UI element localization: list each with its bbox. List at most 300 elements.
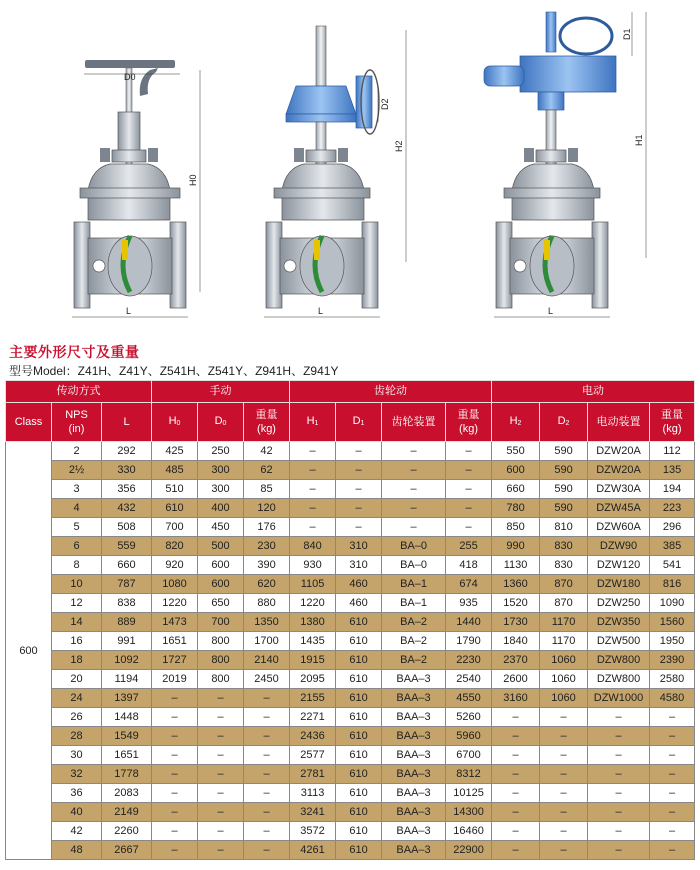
cell-manual-weight: –: [244, 784, 290, 803]
cell-d0: 800: [198, 632, 244, 651]
cell-h2: –: [492, 841, 540, 860]
cell-h0: –: [152, 765, 198, 784]
cell-l: 2149: [102, 803, 152, 822]
cell-h2: –: [492, 803, 540, 822]
cell-d1: 610: [336, 784, 382, 803]
cell-nps: 6: [52, 537, 102, 556]
cell-gear-weight: –: [446, 442, 492, 461]
col-d2: $D_2$: [540, 403, 588, 442]
col-electric-device: 电动装置: [588, 403, 650, 442]
cell-h0: 1651: [152, 632, 198, 651]
cell-l: 2260: [102, 822, 152, 841]
cell-h1: 930: [290, 556, 336, 575]
cell-nps: 48: [52, 841, 102, 860]
cell-electric-device: DZW90: [588, 537, 650, 556]
manual-valve-drawing: [72, 60, 200, 317]
cell-h0: 820: [152, 537, 198, 556]
cell-d0: 600: [198, 556, 244, 575]
cell-d0: 800: [198, 670, 244, 689]
cell-nps: 10: [52, 575, 102, 594]
table-row: [6, 651, 695, 670]
cell-h1: –: [290, 461, 336, 480]
cell-electric-weight: 112: [650, 442, 695, 461]
cell-h0: 1473: [152, 613, 198, 632]
table-row: [6, 784, 695, 803]
cell-h2: 1360: [492, 575, 540, 594]
cell-electric-device: DZW60A: [588, 518, 650, 537]
cell-gear-weight: 2230: [446, 651, 492, 670]
table-row: [6, 499, 695, 518]
cell-d1: 460: [336, 575, 382, 594]
cell-electric-device: DZW45A: [588, 499, 650, 518]
cell-d0: 650: [198, 594, 244, 613]
cell-nps: 36: [52, 784, 102, 803]
cell-h1: 2577: [290, 746, 336, 765]
col-l: L: [102, 403, 152, 442]
cell-gear-weight: 16460: [446, 822, 492, 841]
cell-gear-device: BA–2: [382, 632, 446, 651]
cell-h1: –: [290, 480, 336, 499]
dim-l-2: L: [318, 306, 324, 316]
cell-electric-device: DZW20A: [588, 442, 650, 461]
cell-d2: 1170: [540, 632, 588, 651]
cell-gear-device: BAA–3: [382, 670, 446, 689]
cell-d0: 600: [198, 575, 244, 594]
cell-gear-weight: 2540: [446, 670, 492, 689]
cell-nps: 30: [52, 746, 102, 765]
col-h1: $H_1$: [290, 403, 336, 442]
cell-gear-device: –: [382, 499, 446, 518]
cell-l: 1194: [102, 670, 152, 689]
cell-manual-weight: 42: [244, 442, 290, 461]
cell-electric-weight: –: [650, 841, 695, 860]
cell-h0: –: [152, 727, 198, 746]
dim-h0: H0: [188, 174, 198, 186]
cell-gear-weight: –: [446, 518, 492, 537]
cell-nps: 14: [52, 613, 102, 632]
table-row: [6, 746, 695, 765]
valve-drawings: [0, 0, 700, 335]
cell-gear-weight: 674: [446, 575, 492, 594]
group-gear: 齿轮动: [290, 381, 492, 403]
cell-gear-weight: 1440: [446, 613, 492, 632]
cell-electric-device: DZW120: [588, 556, 650, 575]
cell-d1: 610: [336, 651, 382, 670]
dim-d0: D0: [124, 72, 136, 82]
dim-l-3: L: [548, 306, 554, 316]
cell-h0: 2019: [152, 670, 198, 689]
cell-gear-device: BA–0: [382, 556, 446, 575]
cell-gear-weight: –: [446, 461, 492, 480]
table-row: [6, 613, 695, 632]
cell-h2: 660: [492, 480, 540, 499]
cell-nps: 12: [52, 594, 102, 613]
cell-gear-weight: 4550: [446, 689, 492, 708]
cell-manual-weight: –: [244, 708, 290, 727]
cell-d2: –: [540, 822, 588, 841]
cell-h1: 3572: [290, 822, 336, 841]
cell-d1: 610: [336, 803, 382, 822]
table-row: [6, 575, 695, 594]
cell-electric-device: DZW500: [588, 632, 650, 651]
cell-d2: 1060: [540, 651, 588, 670]
cell-gear-device: BA–0: [382, 537, 446, 556]
cell-h2: 850: [492, 518, 540, 537]
cell-h1: 2436: [290, 727, 336, 746]
cell-nps: 18: [52, 651, 102, 670]
cell-l: 660: [102, 556, 152, 575]
cell-electric-weight: 223: [650, 499, 695, 518]
cell-electric-device: –: [588, 822, 650, 841]
cell-electric-weight: –: [650, 803, 695, 822]
cell-d1: 610: [336, 822, 382, 841]
cell-d2: 1060: [540, 689, 588, 708]
cell-d0: –: [198, 803, 244, 822]
cell-electric-weight: 135: [650, 461, 695, 480]
cell-electric-weight: 816: [650, 575, 695, 594]
gear-valve-drawing: [264, 26, 406, 317]
dim-l-1: L: [126, 306, 132, 316]
cell-nps: 24: [52, 689, 102, 708]
group-electric: 电动: [492, 381, 695, 403]
cell-h2: –: [492, 727, 540, 746]
cell-electric-weight: –: [650, 727, 695, 746]
dimension-weight-table: [5, 380, 695, 860]
cell-h2: 1130: [492, 556, 540, 575]
cell-electric-weight: 2390: [650, 651, 695, 670]
cell-h1: 1915: [290, 651, 336, 670]
cell-d2: 590: [540, 461, 588, 480]
cell-d0: 300: [198, 461, 244, 480]
table-row: [6, 537, 695, 556]
cell-gear-weight: 6700: [446, 746, 492, 765]
cell-h0: 510: [152, 480, 198, 499]
cell-electric-device: –: [588, 746, 650, 765]
cell-d1: 610: [336, 689, 382, 708]
cell-manual-weight: 176: [244, 518, 290, 537]
cell-h0: 485: [152, 461, 198, 480]
cell-nps: 26: [52, 708, 102, 727]
cell-gear-device: BAA–3: [382, 746, 446, 765]
cell-nps: 28: [52, 727, 102, 746]
cell-nps: 2: [52, 442, 102, 461]
cell-electric-weight: –: [650, 765, 695, 784]
cell-manual-weight: 120: [244, 499, 290, 518]
cell-l: 787: [102, 575, 152, 594]
cell-electric-device: –: [588, 727, 650, 746]
cell-gear-device: –: [382, 518, 446, 537]
cell-manual-weight: 1350: [244, 613, 290, 632]
cell-gear-device: BA–1: [382, 594, 446, 613]
cell-d1: –: [336, 461, 382, 480]
cell-l: 1448: [102, 708, 152, 727]
cell-gear-weight: 935: [446, 594, 492, 613]
cell-h2: –: [492, 784, 540, 803]
table-row: [6, 518, 695, 537]
cell-d0: 400: [198, 499, 244, 518]
dim-d1: D1: [622, 28, 632, 40]
cell-d0: 250: [198, 442, 244, 461]
cell-h1: –: [290, 442, 336, 461]
cell-h0: –: [152, 784, 198, 803]
cell-l: 356: [102, 480, 152, 499]
cell-l: 2083: [102, 784, 152, 803]
cell-h2: 600: [492, 461, 540, 480]
cell-d1: –: [336, 499, 382, 518]
cell-gear-device: BAA–3: [382, 765, 446, 784]
cell-electric-device: DZW350: [588, 613, 650, 632]
cell-electric-device: DZW800: [588, 651, 650, 670]
cell-h2: –: [492, 765, 540, 784]
dim-h2: H2: [394, 140, 404, 152]
cell-electric-device: DZW250: [588, 594, 650, 613]
cell-h0: –: [152, 822, 198, 841]
cell-h0: 920: [152, 556, 198, 575]
cell-electric-weight: –: [650, 746, 695, 765]
cell-h1: –: [290, 518, 336, 537]
cell-electric-weight: 1560: [650, 613, 695, 632]
cell-l: 889: [102, 613, 152, 632]
cell-gear-device: –: [382, 442, 446, 461]
cell-l: 991: [102, 632, 152, 651]
cell-d2: 810: [540, 518, 588, 537]
cell-gear-device: –: [382, 461, 446, 480]
col-d0: $D_0$: [198, 403, 244, 442]
cell-h2: 780: [492, 499, 540, 518]
cell-nps: 20: [52, 670, 102, 689]
table-row: [6, 708, 695, 727]
cell-nps: 4: [52, 499, 102, 518]
cell-manual-weight: 1700: [244, 632, 290, 651]
cell-d2: 1170: [540, 613, 588, 632]
cell-electric-weight: 194: [650, 480, 695, 499]
cell-d1: –: [336, 518, 382, 537]
cell-d2: –: [540, 765, 588, 784]
cell-manual-weight: 2450: [244, 670, 290, 689]
cell-electric-weight: 385: [650, 537, 695, 556]
cell-h0: 425: [152, 442, 198, 461]
cell-gear-device: BA–2: [382, 651, 446, 670]
cell-d1: 610: [336, 708, 382, 727]
cell-d2: 830: [540, 556, 588, 575]
group-transmission: 传动方式: [6, 381, 152, 403]
cell-manual-weight: –: [244, 727, 290, 746]
cell-h2: –: [492, 822, 540, 841]
cell-electric-weight: –: [650, 708, 695, 727]
cell-h0: 1080: [152, 575, 198, 594]
cell-electric-device: DZW180: [588, 575, 650, 594]
cell-gear-device: BAA–3: [382, 784, 446, 803]
cell-electric-weight: 2580: [650, 670, 695, 689]
cell-l: 1778: [102, 765, 152, 784]
cell-gear-weight: 14300: [446, 803, 492, 822]
cell-h1: 840: [290, 537, 336, 556]
col-h0: $H_0$: [152, 403, 198, 442]
cell-d0: –: [198, 708, 244, 727]
cell-gear-weight: 10125: [446, 784, 492, 803]
cell-gear-device: BAA–3: [382, 841, 446, 860]
cell-gear-weight: 5260: [446, 708, 492, 727]
cell-d2: –: [540, 727, 588, 746]
cell-d0: –: [198, 765, 244, 784]
cell-d1: 610: [336, 727, 382, 746]
cell-manual-weight: 620: [244, 575, 290, 594]
cell-d2: 830: [540, 537, 588, 556]
cell-d1: 460: [336, 594, 382, 613]
dim-d2: D2: [380, 98, 390, 110]
cell-electric-device: –: [588, 765, 650, 784]
cell-gear-device: BA–1: [382, 575, 446, 594]
cell-h1: 1435: [290, 632, 336, 651]
cell-d1: 610: [336, 613, 382, 632]
table-row: [6, 727, 695, 746]
cell-h1: 3113: [290, 784, 336, 803]
cell-h2: 2600: [492, 670, 540, 689]
cell-nps: 3: [52, 480, 102, 499]
cell-gear-weight: 22900: [446, 841, 492, 860]
cell-h2: –: [492, 746, 540, 765]
cell-l: 838: [102, 594, 152, 613]
cell-d1: 610: [336, 765, 382, 784]
cell-electric-weight: 541: [650, 556, 695, 575]
cell-nps: 42: [52, 822, 102, 841]
cell-l: 1397: [102, 689, 152, 708]
cell-h0: 1220: [152, 594, 198, 613]
table-row: [6, 689, 695, 708]
cell-h2: 2370: [492, 651, 540, 670]
col-electric-weight: 重量 (kg): [650, 403, 695, 442]
cell-d0: –: [198, 727, 244, 746]
cell-d1: 310: [336, 537, 382, 556]
cell-h0: –: [152, 803, 198, 822]
cell-d1: 610: [336, 841, 382, 860]
table-row: [6, 803, 695, 822]
cell-gear-device: BAA–3: [382, 822, 446, 841]
cell-manual-weight: –: [244, 765, 290, 784]
cell-manual-weight: 230: [244, 537, 290, 556]
cell-nps: 40: [52, 803, 102, 822]
cell-nps: 2½: [52, 461, 102, 480]
cell-d1: 310: [336, 556, 382, 575]
cell-h1: 2155: [290, 689, 336, 708]
cell-manual-weight: –: [244, 803, 290, 822]
cell-l: 292: [102, 442, 152, 461]
cell-d2: 870: [540, 594, 588, 613]
col-class: Class: [6, 403, 52, 442]
cell-l: 508: [102, 518, 152, 537]
cell-electric-device: –: [588, 708, 650, 727]
cell-h1: 4261: [290, 841, 336, 860]
cell-h0: –: [152, 689, 198, 708]
cell-electric-weight: 1090: [650, 594, 695, 613]
cell-d1: 610: [336, 746, 382, 765]
cell-nps: 16: [52, 632, 102, 651]
cell-h1: 3241: [290, 803, 336, 822]
cell-h2: –: [492, 708, 540, 727]
cell-d1: 610: [336, 670, 382, 689]
table-row: [6, 594, 695, 613]
cell-d0: 500: [198, 537, 244, 556]
table-row: [6, 765, 695, 784]
cell-h1: 1220: [290, 594, 336, 613]
cell-electric-device: DZW30A: [588, 480, 650, 499]
cell-h1: 2271: [290, 708, 336, 727]
cell-h2: 1520: [492, 594, 540, 613]
col-manual-weight: 重量 (kg): [244, 403, 290, 442]
cell-d2: 1060: [540, 670, 588, 689]
cell-l: 330: [102, 461, 152, 480]
cell-manual-weight: –: [244, 822, 290, 841]
cell-d2: 870: [540, 575, 588, 594]
cell-d0: –: [198, 746, 244, 765]
cell-manual-weight: 390: [244, 556, 290, 575]
cell-d1: 610: [336, 632, 382, 651]
col-h2: $H_2$: [492, 403, 540, 442]
cell-electric-weight: –: [650, 784, 695, 803]
cell-d2: –: [540, 803, 588, 822]
cell-gear-weight: 1790: [446, 632, 492, 651]
cell-d2: 590: [540, 499, 588, 518]
cell-electric-device: –: [588, 841, 650, 860]
cell-l: 559: [102, 537, 152, 556]
cell-gear-weight: 5960: [446, 727, 492, 746]
table-row: [6, 822, 695, 841]
cell-h0: –: [152, 841, 198, 860]
cell-manual-weight: 85: [244, 480, 290, 499]
cell-gear-device: BAA–3: [382, 727, 446, 746]
cell-manual-weight: –: [244, 746, 290, 765]
col-gear-weight: 重量 (kg): [446, 403, 492, 442]
cell-l: 1092: [102, 651, 152, 670]
table-row: [6, 461, 695, 480]
cell-gear-device: BA–2: [382, 613, 446, 632]
cell-d2: 590: [540, 442, 588, 461]
group-manual: 手动: [152, 381, 290, 403]
cell-h2: 990: [492, 537, 540, 556]
cell-gear-device: BAA–3: [382, 708, 446, 727]
cell-h2: 3160: [492, 689, 540, 708]
table-row: [6, 841, 695, 860]
cell-d2: 590: [540, 480, 588, 499]
cell-h0: 610: [152, 499, 198, 518]
cell-h1: 1105: [290, 575, 336, 594]
cell-d1: –: [336, 442, 382, 461]
class-cell: 600: [6, 442, 52, 860]
model-line: 型号Model：Z41H、Z41Y、Z541H、Z541Y、Z941H、Z941Y: [9, 364, 339, 378]
cell-h0: –: [152, 708, 198, 727]
cell-electric-weight: 296: [650, 518, 695, 537]
cell-l: 1549: [102, 727, 152, 746]
cell-gear-weight: –: [446, 480, 492, 499]
col-gear-device: 齿轮装置: [382, 403, 446, 442]
cell-electric-device: –: [588, 803, 650, 822]
cell-h1: 2095: [290, 670, 336, 689]
cell-d2: –: [540, 784, 588, 803]
cell-d2: –: [540, 746, 588, 765]
cell-d2: –: [540, 841, 588, 860]
dim-h1: H1: [634, 134, 644, 146]
cell-electric-device: DZW800: [588, 670, 650, 689]
cell-h2: 550: [492, 442, 540, 461]
cell-h0: 700: [152, 518, 198, 537]
cell-nps: 32: [52, 765, 102, 784]
cell-d0: 700: [198, 613, 244, 632]
cell-d0: 450: [198, 518, 244, 537]
cell-gear-weight: 255: [446, 537, 492, 556]
cell-l: 2667: [102, 841, 152, 860]
cell-manual-weight: 62: [244, 461, 290, 480]
cell-h0: –: [152, 746, 198, 765]
